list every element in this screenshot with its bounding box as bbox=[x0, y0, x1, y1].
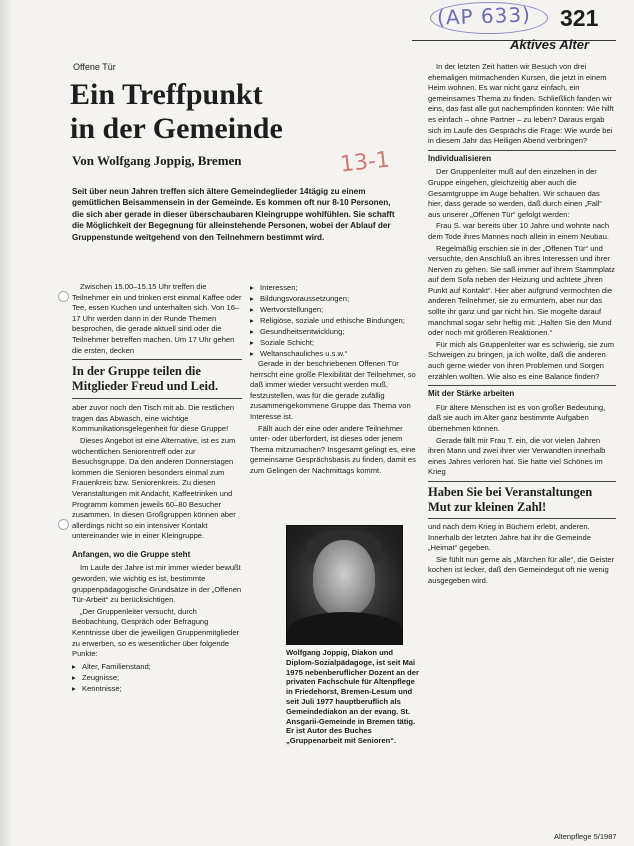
list-item: ▸ Alter, Familienstand; bbox=[72, 661, 242, 672]
list-item: ▸ Religiöse, soziale und ethische Bindungen; bbox=[250, 315, 418, 326]
divider bbox=[428, 385, 616, 386]
list-item: ▸ Interessen; bbox=[250, 282, 418, 293]
list-item: ▸ Soziale Schicht; bbox=[250, 337, 418, 348]
divider bbox=[428, 150, 616, 151]
photo-face bbox=[313, 540, 375, 616]
bullet-list bbox=[72, 661, 242, 694]
page-number: 321 bbox=[560, 5, 599, 31]
list-item: ▸ Weltanschauliches u.s.w.“ bbox=[250, 348, 418, 359]
column-left bbox=[72, 282, 242, 694]
paragraph: Gerade in der beschriebenen Offenen Tür herrscht eine große Flexibilität der Teilnehmer, so daß immer wieder versucht werden muß, festzustellen, was für die gerade zufällig zusammengekommene Gruppe das Thema von Interesse ist. bbox=[250, 359, 416, 421]
list-item: ▸ Wertvorstellungen; bbox=[250, 304, 418, 315]
paragraph: und nach dem Krieg in Büchern erlebt, anderen. Innerhalb der letzten Jahre hat ihr die Gemeinde „Heimat“ gegeben. bbox=[428, 521, 591, 553]
kicker: Offene Tür bbox=[73, 62, 116, 72]
title-line: in der Gemeinde bbox=[70, 112, 283, 145]
handwritten-code: (AP 633) bbox=[436, 2, 532, 30]
photo-shoulders bbox=[287, 612, 403, 645]
paragraph: Zwischen 15.00–15.15 Uhr treffen die Teilnehmer ein und trinken erst einmal Kaffee oder Tee, essen Kuchen und unterhalten sich. Von 16–17 Uhr werden dann in der Runde Themen besprochen, die gerade aktuell sind oder die Teilnehmer betreffen machen. Um 17 Uhr gehen die ersten, decken bbox=[72, 282, 242, 355]
list-item: ▸ Kenntnisse; bbox=[72, 683, 242, 694]
subheading: Mit der Stärke arbeiten bbox=[428, 389, 515, 399]
pull-quote: In der Gruppe teilen die Mitglieder Freud und Leid. bbox=[72, 364, 219, 394]
pull-quote: Haben Sie bei Veranstaltungen Mut zur kleinen Zahl! bbox=[428, 484, 593, 514]
column-middle bbox=[250, 282, 418, 478]
paragraph: Fällt auch der eine oder andere Teilnehmer unter- oder überfordert, ist dieses oder jenem Thema mitzumachen? Insgesamt gelingt es, eine gemeinsame Gesprächsbasis zu finden, damit es zum Gelingen der Nachmittags kommt. bbox=[250, 423, 416, 475]
paragraph: Frau S. war bereits über 10 Jahre und wohnte nach dem Tode ihres Mannes noch allein in einem Neubau. bbox=[428, 221, 610, 241]
article-title bbox=[70, 78, 400, 146]
bullet-list bbox=[250, 282, 418, 359]
handwritten-mark: 13-1 bbox=[338, 147, 392, 178]
paragraph: Für mich als Gruppenleiter war es schwierig, sie zum Schweigen zu bringen, ja ich wollte, daß die anderen auch gerne wieder von ihren Problemen und Sorgen erzählen wollten. Wie also es eine Balance finden? bbox=[428, 339, 615, 381]
paragraph: „Der Gruppenleiter versucht, durch Beobachtung, Gespräch oder Befragung Kenntnisse über die jeweiligen Gruppenmitglieder zu erwerben, so es wesentlicher über folgende Punkte: bbox=[72, 606, 240, 659]
paragraph: Der Gruppenleiter muß auf den einzelnen in der Gruppe eingehen, gleichzeitig aber auch die Gesamtgruppe im Auge behalten. Wir schauen das hier, dass gerade so werden, daß durch einen „Fall“ aus unserer „Offenen Tür“ gefolgt werden: bbox=[428, 167, 602, 219]
paragraph: Gerade fällt mir Frau T. ein, die vor vielen Jahren ihren Mann und zwei ihrer vier Verwandten innerhalb eines Jahres verloren hat. Sie hatte viel Schönes im Krieg bbox=[428, 435, 606, 477]
paragraph: Für ältere Menschen ist es von großer Bedeutung, daß sie auch im Alter ganz bestimmte Aufgaben übernehmen können. bbox=[428, 402, 606, 433]
divider bbox=[72, 398, 242, 399]
section-label: Aktives Alter bbox=[510, 37, 589, 52]
subheading: Anfangen, wo die Gruppe steht bbox=[72, 549, 191, 559]
paragraph: Im Laufe der Jahre ist mir immer wieder bewußt geworden, wie wichtig es ist, bestimmte gruppenpädagogische Grundsätze in der „Offenen Tür-Arbeit“ zu berücksichtigen. bbox=[72, 563, 242, 605]
list-item: ▸ Gesundheitsentwicklung; bbox=[250, 326, 418, 337]
punch-hole bbox=[58, 291, 69, 302]
list-item: ▸ Bildungsvoraussetzungen; bbox=[250, 293, 418, 304]
title-line: Ein Treffpunkt bbox=[70, 78, 263, 111]
subheading: Individualisieren bbox=[428, 153, 492, 163]
divider bbox=[428, 481, 616, 482]
punch-hole bbox=[58, 519, 69, 530]
photo-caption: Wolfgang Joppig, Diakon und Diplom-Sozialpädagoge, ist seit Mai 1975 nebenberuflicher Dozent an der privaten Fachschule für Altenpflege in Friedehorst, Bremen-Lesum und seit Juli 1977 hauptberuflich als Gemeindediakon an der evang. St. Ansgarii-Gemeinde in Bremen tätig. Er ist Autor des Buches „Gruppenarbeit mit Senioren“. bbox=[286, 648, 419, 746]
list-item: ▸ Zeugnisse; bbox=[72, 672, 242, 683]
footer-source: Altenpflege 5/1987 bbox=[554, 832, 617, 841]
paragraph: Sie fühlt nun gerne als „Märchen für alle“, die Geister kochen ist lecker, daß den Gemeindegut oft nie wenig ausgegeben wird. bbox=[428, 554, 615, 585]
paragraph: Regelmäßig erschien sie in der „Offenen Tür“ und versuchte, den Anschluß an ihres Interessen und ihrer Nerven zu gehen. Sie saß immer auf ihrem Stammplatz auf dem Sofa neben der Heizung und achtete „ihren Punkt auf Kontakt“. Hier aber aufgrund vermochten die anderen Teilnehmer, sie zu ermuntern, aber nur das sollte ihr ganz und gar nicht hin. Sie mogelte darauf manchmal sogar sehr heftig mit: „Halten Sie den Mund oder noch mit größeren Reaktionen.“ bbox=[428, 243, 615, 338]
author-photo bbox=[286, 525, 403, 645]
paragraph: aber zuvor noch den Tisch mit ab. Die restlichen tragen das Abwasch, eine wichtige Kommunikationsgelegenheit für diese Gruppe! bbox=[72, 403, 235, 434]
column-right bbox=[428, 62, 616, 588]
divider bbox=[72, 359, 242, 360]
byline: Von Wolfgang Joppig, Bremen bbox=[72, 153, 242, 168]
lead-paragraph: Seit über neun Jahren treffen sich ältere Gemeindeglieder 14tägig zu einem gemütlichen Beisammensein in der Gemeinde. Es kommen oft nur 8-10 Personen, die sich aber gerade in dieser überschaubaren Kleingruppe wohlfühlen. Sie schafft die Möglichkeit der Begegnung für alleinstehende Personen, wobei der Ablauf der Gruppenstunde weitgehend von den Teilnehmern bestimmt wird. bbox=[72, 187, 395, 242]
divider bbox=[428, 518, 616, 519]
scan-page-edge bbox=[0, 0, 12, 846]
paragraph: Dieses Angebot ist eine Alternative, ist es zum wöchentlichen Seniorentreff oder zur Besuchsgruppe. Da den anderen Donnerstagen kommen die Senioren besonders einmal zum Frauenkreis bzw. Seniorenkreis. Zu diesen Veranstaltungen mit Andacht, Kaffeetrinken und Programm kommen jeweils 60–80 Besucher zusammen. In diesen Großgruppen können aber allerdings nicht so ein intensiver Kontakt untereinander wie in einer Kleingruppe. bbox=[72, 435, 236, 541]
paragraph: In der letzten Zeit hatten wir Besuch von drei ehemaligen mitmachenden Kursen, die jetzt in einem Heim wohnen. Es war nicht ganz einfach, ein gemeinsames Thema zu finden. Schließlich fanden wir eins, das fast alle gut nachempfinden konnten: Wie hilft es einfach – ohne Partner – zu leben? Daraus ergab sich im Laufe des Gesprächs die Frage: Wie wurde bei in diesem Jahr das Heiligen Abend verbringen? bbox=[428, 62, 614, 146]
